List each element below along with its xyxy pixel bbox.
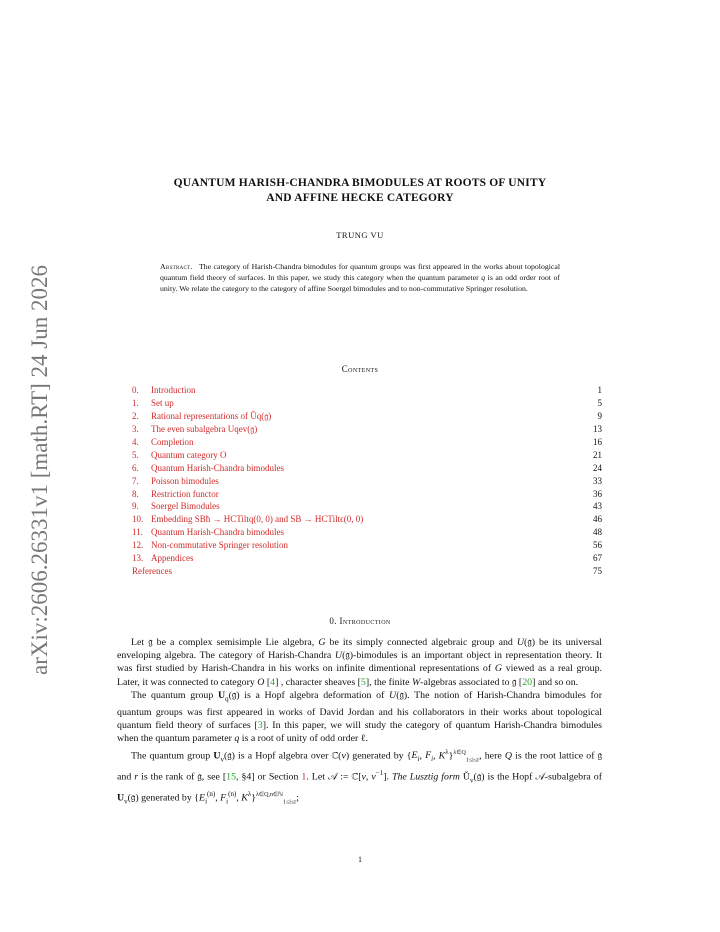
- section-number: 0.: [329, 616, 337, 626]
- toc-entry[interactable]: [132, 513, 602, 526]
- toc-entry-link[interactable]: [132, 397, 174, 410]
- toc-entry-link[interactable]: [132, 423, 257, 436]
- toc-entry-title: References: [132, 566, 172, 577]
- section-heading-introduction: [100, 616, 620, 626]
- toc-entry-link[interactable]: [132, 526, 284, 539]
- toc-entry-link[interactable]: [132, 500, 220, 513]
- toc-entry-title: Non-commutative Springer resolution: [151, 540, 288, 551]
- toc-entry-page: 56: [593, 540, 602, 551]
- toc-entry-title: Soergel Bimodules: [151, 501, 220, 512]
- toc-entry-link[interactable]: [132, 488, 219, 501]
- toc-entry-number: 0.: [132, 385, 139, 395]
- toc-entry-number: 11.: [132, 527, 143, 538]
- section-title: Introduction: [339, 616, 391, 626]
- toc-entry-link[interactable]: [132, 565, 172, 578]
- toc-entry-title: Set up: [151, 397, 174, 408]
- toc-entry-number: 1.: [132, 397, 139, 408]
- toc-entry-page: 21: [593, 449, 602, 460]
- contents-heading: Contents: [341, 364, 379, 374]
- toc-entry[interactable]: [132, 397, 602, 410]
- toc-entry-title: Quantum Harish-Chandra bimodules: [151, 527, 284, 538]
- toc-entry-number: 2.: [132, 410, 139, 421]
- toc-entry-page: 13: [593, 423, 602, 434]
- toc-entry-page: 33: [593, 475, 602, 486]
- toc-entry-link[interactable]: [132, 552, 194, 565]
- toc-entry-title: The even subalgebra Uqev(𝔤): [151, 423, 258, 434]
- toc-entry[interactable]: [132, 436, 602, 449]
- paragraph: The quantum group $U_v(𝔤)$ is a Hopf algebra over ℂ(v) generated by {$E_i$, $F_i$, $K^\lambda\}^{\lambda\in Q}_{1\le i\le r}$, here Q is the root lattice of 𝔤 and r is the rank of 𝔤, see [15, §4] or Section 1. Let 𝒜 := ℂ[v, $v^{-1}$]. The Lusztig form $Ǔ_v(𝔤)$ is the Hopf 𝒜-subalgebra of $U_v(𝔤)$ generated by {$E_i^{(n)}$, $F_i^{(n)}$, $K^\lambda\}^{\lambda\in Q,n\in ℕ}_{1\le i\le r}$;: [117, 747, 603, 805]
- toc-entry-number: 9.: [132, 501, 139, 512]
- toc-entry[interactable]: [132, 500, 602, 513]
- toc-entry-link[interactable]: [132, 449, 226, 462]
- toc-entry-link[interactable]: [132, 475, 219, 488]
- toc-entry-page: 16: [593, 436, 602, 447]
- toc-entry-title: Poisson bimodules: [151, 475, 219, 486]
- toc-entry-link[interactable]: [132, 513, 363, 526]
- toc-entry-page: 43: [593, 501, 602, 512]
- toc-entry-title: Completion: [151, 436, 194, 447]
- page-number: 1: [358, 855, 362, 864]
- toc-entry-number: 7.: [132, 475, 139, 486]
- toc-entry-number: 13.: [132, 553, 144, 564]
- toc-entry-number: 4.: [132, 436, 139, 447]
- toc-entry-page: 36: [593, 488, 602, 499]
- toc-entry-title: Restriction functor: [151, 488, 219, 499]
- toc-entry[interactable]: [132, 384, 602, 397]
- toc-entry-title: Introduction: [151, 385, 196, 395]
- toc-entry-page: 9: [597, 410, 602, 421]
- paper-title: [100, 176, 620, 206]
- toc-entry-number: 5.: [132, 449, 139, 460]
- abstract-label: Abstract.: [160, 262, 193, 271]
- title-line-1: QUANTUM HARISH-CHANDRA BIMODULES AT ROOTS OF UNITY: [173, 177, 547, 189]
- paragraph: The quantum group $U_q(𝔤)$ is a Hopf algebra deformation of U(𝔤). The notion of Harish-Chandra bimodules for quantum groups was first appeared in works of David Jordan and his collaborators in their works about topological quantum field theory of surfaces [3]. In this paper, we will study the category of quantum Harish-Chandra bimodules when the quantum parameter q is a root of unity of odd order ℓ.: [117, 689, 602, 745]
- arxiv-id-text: arXiv:2606.26331v1 [math.RT] 24 Jun 2026: [27, 264, 52, 676]
- toc-entry-link[interactable]: [132, 462, 284, 475]
- title-line-2: AND AFFINE HECKE CATEGORY: [266, 192, 454, 204]
- toc-entry-link[interactable]: [132, 436, 194, 449]
- toc-entry[interactable]: [132, 449, 602, 462]
- toc-entry[interactable]: [132, 526, 602, 539]
- toc-entry[interactable]: [132, 552, 602, 565]
- author: TRUNG VU: [336, 230, 384, 240]
- toc-entry-number: 8.: [132, 488, 139, 499]
- toc-entry-number: 6.: [132, 462, 139, 473]
- arxiv-identifier-stamp: [18, 250, 58, 690]
- toc-entry[interactable]: [132, 475, 602, 488]
- toc-entry-title: Appendices: [151, 553, 194, 564]
- toc-entry-page: 48: [593, 527, 602, 538]
- toc-entry-page: 46: [593, 514, 602, 525]
- toc-entry-page: 67: [593, 553, 602, 564]
- toc-entry-page: 75: [593, 566, 602, 577]
- paragraph: Let 𝔤 be a complex semisimple Lie algebra, G be its simply connected algebraic group and U(𝔤) be its universal enveloping algebra. The category of Harish-Chandra U(𝔤)-bimodules is an important object in representation theory. It was first studied by Harish-Chandra in his works on infinite dimentional representations of G viewed as a real group. Later, it was connected to category O [4] , character sheaves [5], the finite W-algebras associated to 𝔤 [20] and so on.: [117, 637, 602, 688]
- toc-entry-number: 3.: [132, 423, 139, 434]
- toc-entry[interactable]: [132, 410, 602, 423]
- toc-entry-number: 10.: [132, 514, 144, 525]
- abstract-text: The category of Harish-Chandra bimodules for quantum groups was first appeared in the works about topological quantum field theory of surfaces. In this paper, we study this category when the quantum parameter q is an odd order root of unity. We relate the category to the category of affine Soergel bimodules and to non-commutative Springer resolution.: [160, 262, 560, 293]
- toc-entry-title: Embedding SBħ → HCTiltq(0, 0) and SB → HCTiltϵ(0, 0): [151, 514, 364, 525]
- toc-entry[interactable]: [132, 462, 602, 475]
- toc-entry-page: 5: [597, 397, 602, 408]
- toc-entry[interactable]: [132, 488, 602, 501]
- introduction-body: [117, 636, 602, 809]
- table-of-contents: [132, 384, 602, 578]
- toc-entry-title: Rational representations of Ǔq(𝔤): [151, 410, 272, 421]
- toc-entry[interactable]: [132, 565, 602, 578]
- toc-entry-number: 12.: [132, 540, 144, 551]
- abstract: [160, 261, 560, 294]
- toc-entry[interactable]: [132, 423, 602, 436]
- toc-entry-link[interactable]: [132, 539, 288, 552]
- toc-entry-page: 24: [593, 462, 602, 473]
- toc-entry-link[interactable]: [132, 410, 271, 423]
- toc-entry-title: Quantum Harish-Chandra bimodules: [151, 462, 284, 473]
- toc-entry-link[interactable]: [132, 384, 196, 397]
- toc-entry[interactable]: [132, 539, 602, 552]
- toc-entry-title: Quantum category O: [151, 449, 227, 460]
- toc-entry-page: 1: [597, 385, 602, 395]
